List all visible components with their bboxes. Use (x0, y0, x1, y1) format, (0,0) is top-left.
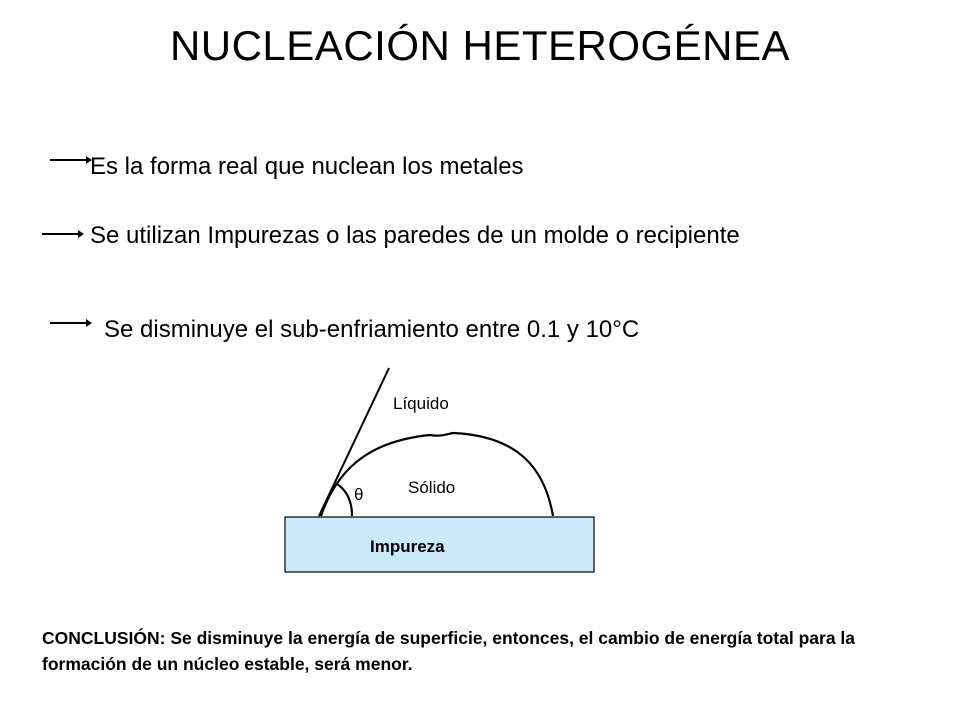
contact-angle-arc (337, 484, 352, 516)
solid-label: Sólido (408, 478, 456, 497)
slide-title: NUCLEACIÓN HETEROGÉNEA (169, 22, 791, 69)
bullet-impurities: Se utilizan Impurezas o las paredes de un molde o recipiente (90, 222, 740, 249)
bullet-real-nucleation: Es la forma real que nuclean los metales (90, 153, 524, 180)
bullet-undercooling: Se disminuye el sub-enfriamiento entre 0.1 y 10°C (104, 316, 640, 343)
liquid-label: Líquido (393, 394, 449, 413)
theta-label: θ (354, 485, 364, 504)
impurity-label: Impureza (370, 537, 445, 556)
conclusion-text: CONCLUSIÓN: Se disminuye la energía de superficie, entonces, el cambio de energía total para la formación de un núcleo estable, será menor. (42, 628, 856, 674)
